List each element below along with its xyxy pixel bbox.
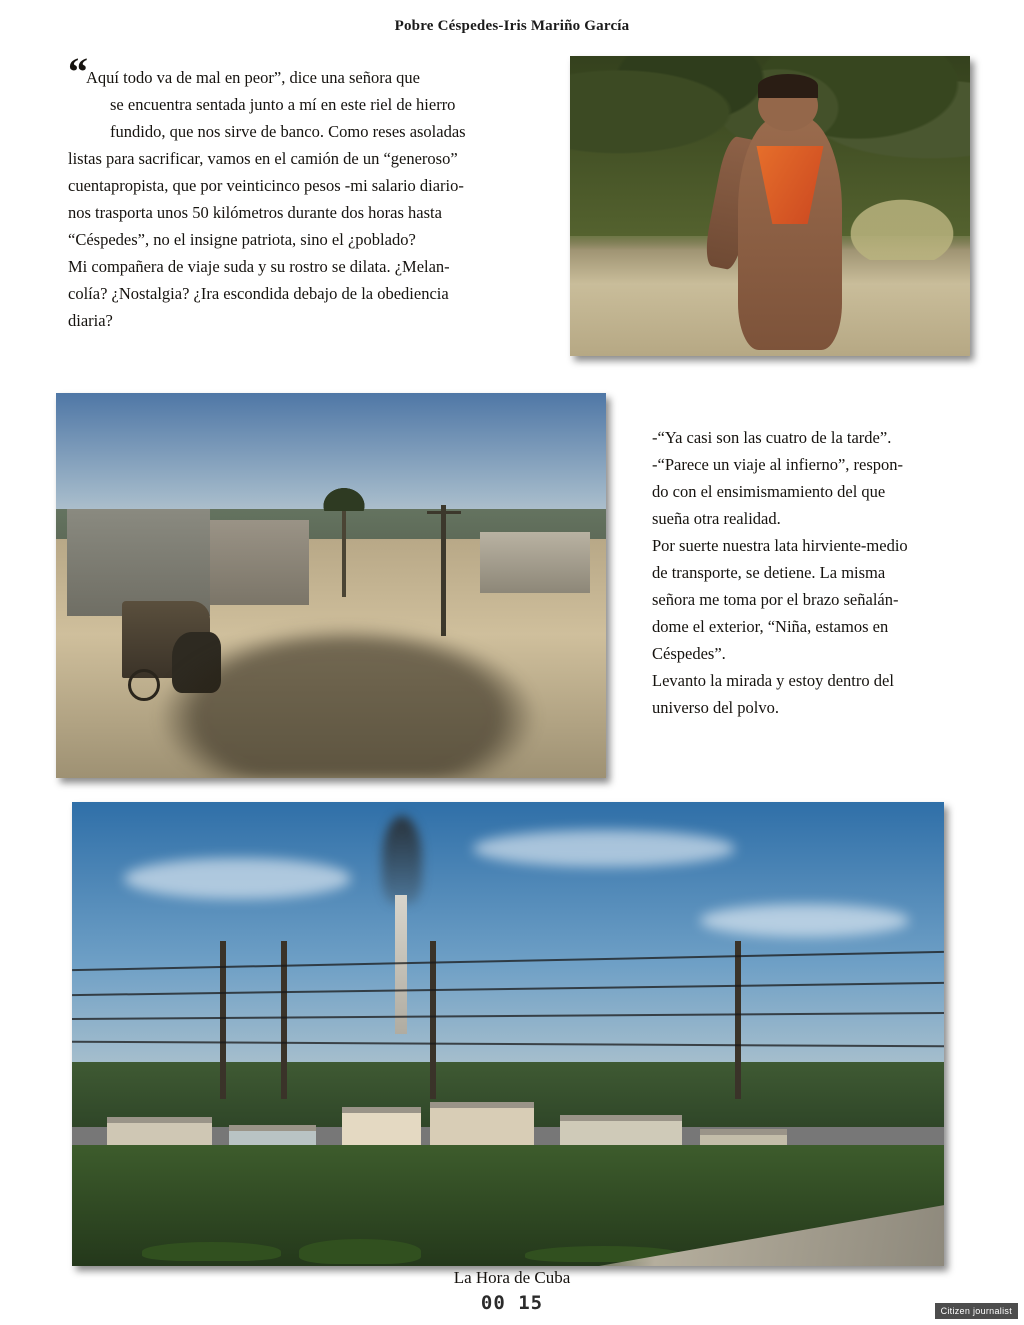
footer-caption: La Hora de Cuba [453,1268,571,1287]
photo-street-shadow [155,624,540,778]
photo-town-cloud [473,830,735,867]
intro-line-6: “Céspedes”, no el insigne patriota, sino el ¿poblado? [68,230,416,249]
right-line-6: señora me toma por el brazo señalán- [652,590,899,609]
citizen-journalist-badge: Citizen journalist [935,1303,1018,1319]
photo-dirt-street [56,393,606,778]
intro-line-5: nos trasporta unos 50 kilómetros durante dos horas hasta [68,203,442,222]
intro-paragraph [68,49,523,334]
photo-street-utility-pole [441,505,446,636]
photo-town-cloud [124,858,351,900]
page-header-title: Pobre Céspedes-Iris Mariño García [394,18,630,34]
intro-line-9: diaria? [68,311,113,330]
dialogue-paragraph [652,424,952,721]
photo-street-palm-tree [342,497,346,597]
intro-line-0: Aquí todo va de mal en peor”, dice una señora que [86,68,421,87]
intro-line-4: cuentapropista, que por veinticinco pesos -mi salario diario- [68,176,464,195]
photo-town-bush [142,1242,282,1261]
intro-line-7: Mi compañera de viaje suda y su rostro se dilata. ¿Melan- [68,257,450,276]
intro-line-2: fundido, que nos sirve de banco. Como reses asoladas [110,122,466,141]
right-line-1: -“Parece un viaje al infierno”, respon- [652,455,904,474]
photo-street-building-right [480,532,590,594]
right-line-3: sueña otra realidad. [652,509,781,528]
photo-town-panorama [72,802,944,1266]
intro-line-8: colía? ¿Nostalgia? ¿Ira escondida debajo de la obediencia [68,284,449,303]
right-line-2: do con el ensimismamiento del que [652,482,886,501]
photo-town-utility-pole [220,941,226,1099]
photo-town-smoke-plume [382,816,422,904]
photo-street-building-center [210,520,309,605]
photo-town-cloud [700,904,909,936]
right-line-7: dome el exterior, “Niña, estamos en [652,617,889,636]
photo-man-bush [842,194,962,260]
right-line-4: Por suerte nuestra lata hirviente-medio [652,536,908,555]
photo-man-in-field [570,56,970,356]
intro-line-1: se encuentra sentada junto a mí en este riel de hierro [110,95,456,114]
page-number: 00 15 [480,1292,544,1314]
quote-mark-glyph: “ [68,49,84,94]
photo-man-hair [758,74,818,98]
right-line-8: Céspedes”. [652,644,726,663]
photo-town-utility-pole [735,941,741,1099]
photo-town-chimney [395,895,407,1034]
right-line-0: -“Ya casi son las cuatro de la tarde”. [652,428,892,447]
photo-town-utility-pole [430,941,436,1099]
right-line-5: de transporte, se detiene. La misma [652,563,886,582]
intro-line-3: listas para sacrificar, vamos en el camión de un “generoso” [68,149,458,168]
photo-town-bush [299,1239,421,1263]
right-line-10: universo del polvo. [652,698,779,717]
right-line-9: Levanto la mirada y estoy dentro del [652,671,894,690]
